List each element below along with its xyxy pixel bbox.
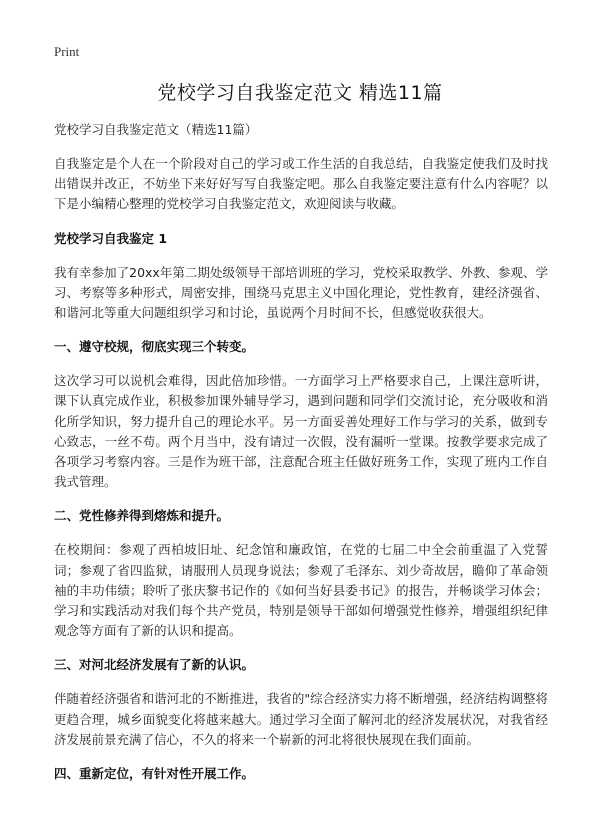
section-heading-1: 一、遵守校规，彻底实现三个转变。 — [54, 339, 255, 355]
paragraph-4: 伴随着经济强省和谐河北的不断推进，我省的"综合经济实力将不断增强，经济结构调整将更趋合理，城乡面貌变化将越来越大。通过学习全面了解河北的经济发展状况，对我省经济发展前景充满了信心，不久的将来一个崭新的河北将很快展现在我们面前。 — [54, 691, 548, 747]
paragraph-1: 我有幸参加了20xx年第二期处级领导干部培训班的学习，党校采取教学、外教、参观、学习、考察等多种形式，周密安排，围绕马克思主义中国化理论，党性教育，建经济强省、和谐河北等重大问题组织学习和讨论，虽说两个月时间不长，但感觉收获很大。 — [54, 264, 548, 321]
paragraph-3: 在校期间：参观了西柏坡旧址、纪念馆和廉政馆，在党的七届二中全会前重温了入党誓词；参观了省四监狱，请服刑人员现身说法；参观了毛泽东、刘少奇故居，瞻仰了革命领袖的丰功伟绩；聆听了张庆黎书记作的《如何当好县委书记》的报告，并畅谈学习体会；学习和实践活动对我们每个共产党员，特别是领导干部如何增强党性修养，增强组织纪律观念等方面有了新的认识和提高。 — [54, 542, 548, 639]
page-title: 党校学习自我鉴定范文 精选11篇 — [157, 82, 443, 104]
article-heading: 党校学习自我鉴定 1 — [54, 230, 168, 246]
section-heading-4: 四、重新定位，有针对性开展工作。 — [54, 766, 255, 782]
intro-paragraph: 自我鉴定是个人在一个阶段对自己的学习或工作生活的自我总结，自我鉴定使我们及时找出错误并改正，不妨坐下来好好写写自我鉴定吧。那么自我鉴定要注意有什么内容呢？以下是小编精心整理的党校学习自我鉴定范文，欢迎阅读与收藏。 — [54, 156, 548, 212]
article-body — [54, 120, 548, 798]
section-heading-3: 三、对河北经济发展有了新的认识。 — [54, 657, 255, 673]
print-link[interactable]: Print — [54, 44, 80, 59]
section-heading-2: 二、党性修养得到熔炼和提升。 — [54, 508, 230, 524]
paragraph-2: 这次学习可以说机会难得，因此倍加珍惜。一方面学习上严格要求自己，上课注意听讲，课下认真完成作业，积极参加课外辅导学习，遇到问题和同学们交流讨论，充分吸收和消化所学知识，努力提升自己的理论水平。另一方面妥善处理好工作与学习的关系，做到专心致志，一丝不苟。两个月当中，没有请过一次假，没有漏听一堂课。按教学要求完成了各项学习考察内容。三是作为班干部，注意配合班主任做好班务工作，实现了班内工作自我式管理。 — [54, 373, 548, 490]
article-subtitle: 党校学习自我鉴定范文（精选11篇） — [54, 122, 258, 137]
